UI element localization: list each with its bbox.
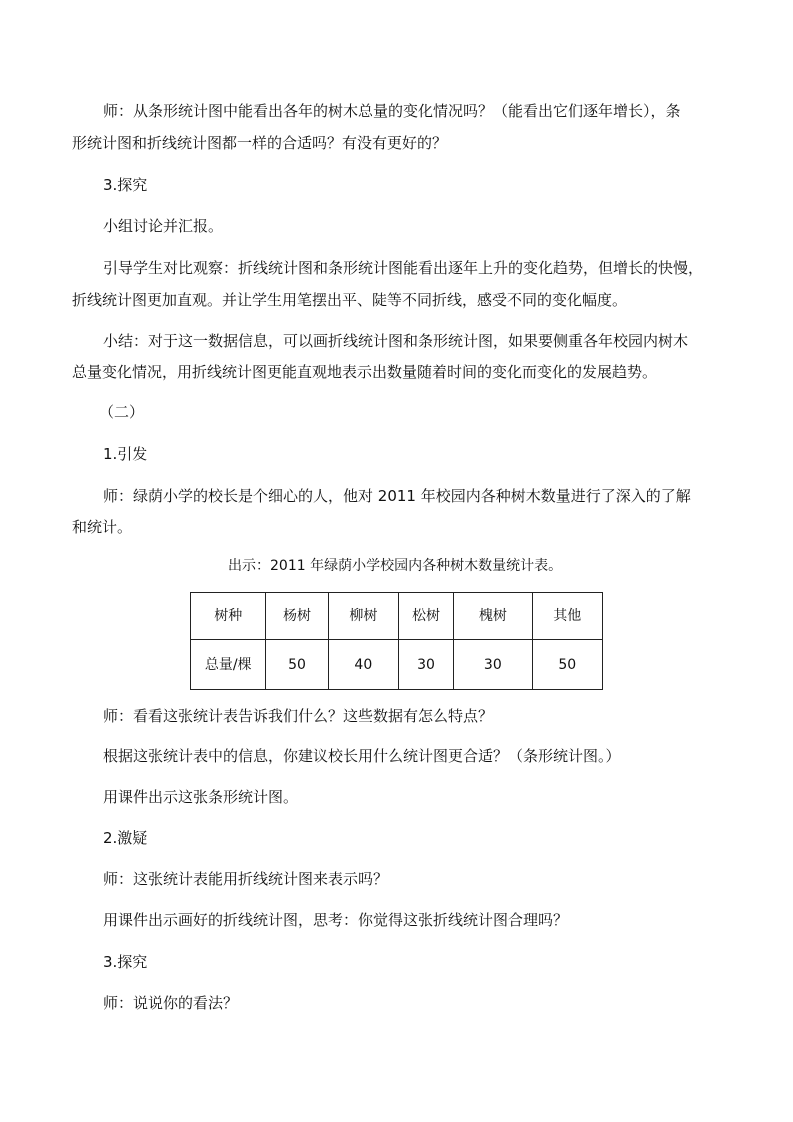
table-header-cell: 松树	[399, 593, 454, 640]
paragraph-line: 师：绿荫小学的校长是个细心的人，他对 2011 年校园内各种树木数量进行了深入的了解	[103, 487, 691, 505]
table-cell: 30	[399, 640, 454, 690]
paragraph-line: 形统计图和折线统计图都一样的合适吗？有没有更好的？	[72, 134, 448, 152]
table-header-cell: 杨树	[266, 593, 328, 640]
table-header-cell: 槐树	[454, 593, 533, 640]
paragraph-line: 用课件出示这张条形统计图。	[103, 788, 299, 806]
table-cell: 50	[266, 640, 328, 690]
section-heading: 3.探究	[103, 953, 148, 971]
section-heading: （二）	[99, 403, 145, 421]
paragraph-line: 引导学生对比观察：折线统计图和条形统计图能看出逐年上升的变化趋势，但增长的快慢，	[103, 259, 704, 277]
paragraph-line: 根据这张统计表中的信息，你建议校长用什么统计图更合适？（条形统计图。）	[103, 747, 621, 765]
tree-count-table	[190, 592, 603, 690]
paragraph-line: 小结：对于这一数据信息，可以画折线统计图和条形统计图，如果要侧重各年校园内树木	[103, 332, 689, 350]
table-cell: 总量/棵	[191, 640, 266, 690]
table-cell: 30	[454, 640, 533, 690]
paragraph-line: 折线统计图更加直观。并让学生用笔摆出平、陡等不同折线，感受不同的变化幅度。	[72, 291, 628, 309]
paragraph-line: 师：说说你的看法？	[103, 994, 239, 1012]
paragraph-line: 师：从条形统计图中能看出各年的树木总量的变化情况吗？（能看出它们逐年增长），条	[103, 102, 681, 120]
paragraph-line: 和统计。	[72, 518, 133, 536]
section-heading: 2.激疑	[103, 829, 148, 847]
section-heading: 3.探究	[103, 176, 148, 194]
paragraph-line: 师：看看这张统计表告诉我们什么？这些数据有怎么特点？	[103, 707, 494, 725]
table-caption: 出示：2011 年绿荫小学校园内各种树木数量统计表。	[228, 558, 563, 574]
paragraph-line: 师：这张统计表能用折线统计图来表示吗？	[103, 870, 389, 888]
table-cell: 40	[328, 640, 398, 690]
table-header-cell: 其他	[532, 593, 602, 640]
paragraph-line: 总量变化情况，用折线统计图更能直观地表示出数量随着时间的变化而变化的发展趋势。	[72, 363, 658, 381]
paragraph-line: 用课件出示画好的折线统计图，思考：你觉得这张折线统计图合理吗？	[103, 911, 569, 929]
paragraph-line: 小组讨论并汇报。	[103, 217, 224, 235]
table-header-cell: 树种	[191, 593, 266, 640]
table-header-row	[191, 593, 603, 640]
table-header-cell: 柳树	[328, 593, 398, 640]
table-cell: 50	[532, 640, 602, 690]
table-row	[191, 640, 603, 690]
section-heading: 1.引发	[103, 445, 148, 463]
